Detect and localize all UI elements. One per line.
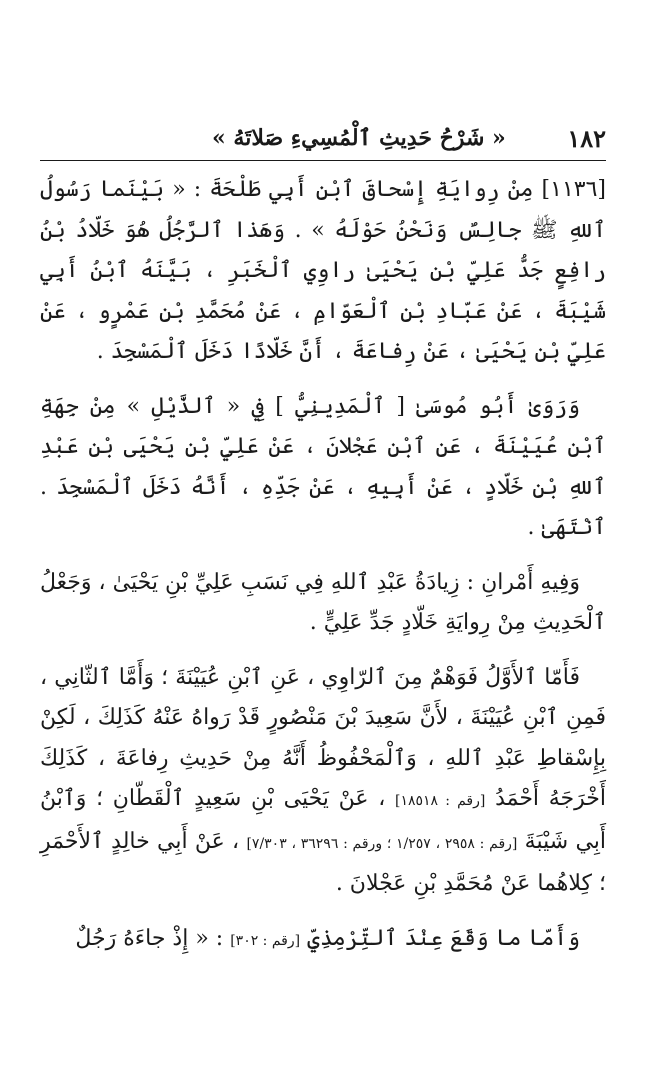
paragraph-4 [40, 658, 606, 905]
header-rule [40, 160, 606, 161]
book-page [40, 0, 606, 1075]
paragraph-4-text-b: ، عَنْ يَحْيَى بْنِ سَعِيدٍ ٱلْقَطّانِ ؛ وَٱبْنُ أَبِي شَيْبَةَ [40, 786, 607, 854]
page-body [40, 170, 606, 975]
page-header [40, 118, 606, 158]
citation-tirmidhi: [رقم : ٣٠٢] [230, 932, 301, 949]
citation-ahmad: [رقم : ١٨٥١٨] [395, 793, 486, 809]
paragraph-4-text-a: فَأَمّا ٱلأَوَّلُ فَوَهْمٌ مِنَ ٱلرّاوِي ، عَنِ ٱبْنِ عُيَيْنَةَ ؛ وَأَمَّا ٱلثّانِي ، فَمِنِ ٱبْنِ عُيَيْنَةَ ، لأَنَّ سَعِيدَ بْنَ مَنْصُورٍ قَدْ رَواهُ عَنْهُ كَذَلِكَ ، لَكِنْ بِإِسْقاطِ عَبْدِ ٱللهِ ، وَٱلْمَحْفُوظُ أَنَّهُ مِنْ حَدِيثِ رِفاعَةَ ، كَذَلِكَ أَخْرَجَهُ أَحْمَدُ [40, 664, 606, 811]
paragraph-4-text-c: ، عَنْ أَبِي خالِدٍ ٱلأَحْمَرِ ؛ كِلاهُما عَنْ مُحَمَّدِ بْنِ عَجْلانَ . [40, 828, 606, 896]
paragraph-1: [١١٣٦] مِنْ رِوايَةِ إِسْحاقَ ٱبْنِ أَبِي طَلْحَةَ : « بَيْنَما رَسُولُ ٱللهِ ﷺ جالِسٌ وَنَحْنُ حَوْلَهُ » . وَهَذا ٱلرَّجُلُ هُوَ خَلّادُ بْنُ رافِعٍ جَدُّ عَلِيِّ بْنِ يَحْيَىٰ راوِي ٱلْخَبَرِ ، بَيَّنَهُ ٱبْنُ أَبِي شَيْبَةَ ، عَنْ عَبّادِ بْنِ ٱلْعَوّامِ ، عَنْ مُحَمَّدِ بْنِ عَمْرٍو ، عَنْ عَلِيِّ بْنِ يَحْيَىٰ ، عَنْ رِفاعَةَ ، أَنَّ خَلّادًا دَخَلَ ٱلْمَسْجِدَ . [40, 177, 606, 364]
running-title: « شَرْحُ حَدِيثِ ٱلْمُسِيءِ صَلاتَهُ » [212, 125, 506, 151]
paragraph-5-text-a: وَأَمّا ما وَقَعَ عِنْدَ ٱلتِّرْمِذِيِّ [307, 925, 580, 951]
paragraph-5 [40, 919, 606, 962]
paragraph-5-text-b: : « إِذْ جاءَهُ رَجُلٌ [75, 925, 224, 951]
paragraph-3: وَفِيهِ أَمْرانِ : زِيادَةُ عَبْدِ ٱللهِ فِي نَسَبِ عَلِيِّ بْنِ يَحْيَىٰ ، وَجَعْلُ ٱلْحَدِيثِ مِنْ رِوايَةِ خَلّادٍ جَدِّ عَلِيٍّ . [40, 569, 606, 635]
paragraph-2: وَرَوَىٰ أَبُو مُوسَىٰ [ ٱلْمَدِينِيُّ ] فِي « ٱلذَّيْلِ » مِنْ جِهَةِ ٱبْنِ عُيَيْنَةَ ، عَنِ ٱبْنِ عَجْلانَ ، عَنْ عَلِيِّ بْنِ يَحْيَى بْنِ عَبْدِ ٱللهِ بْنِ خَلّادٍ ، عَنْ أَبِيهِ ، عَنْ جَدِّهِ ، أَنَّهُ دَخَلَ ٱلْمَسْجِدَ . ٱنْتَهَىٰ . [40, 393, 606, 540]
page-number: ١٨٢ [567, 123, 606, 153]
citation-ibn-abi-shaybah: [رقم : ٢٩٥٨ ، ١/٢٥٧ ؛ ورقم : ٣٦٢٩٦ ، ٧/٣٠٣] [246, 835, 518, 852]
